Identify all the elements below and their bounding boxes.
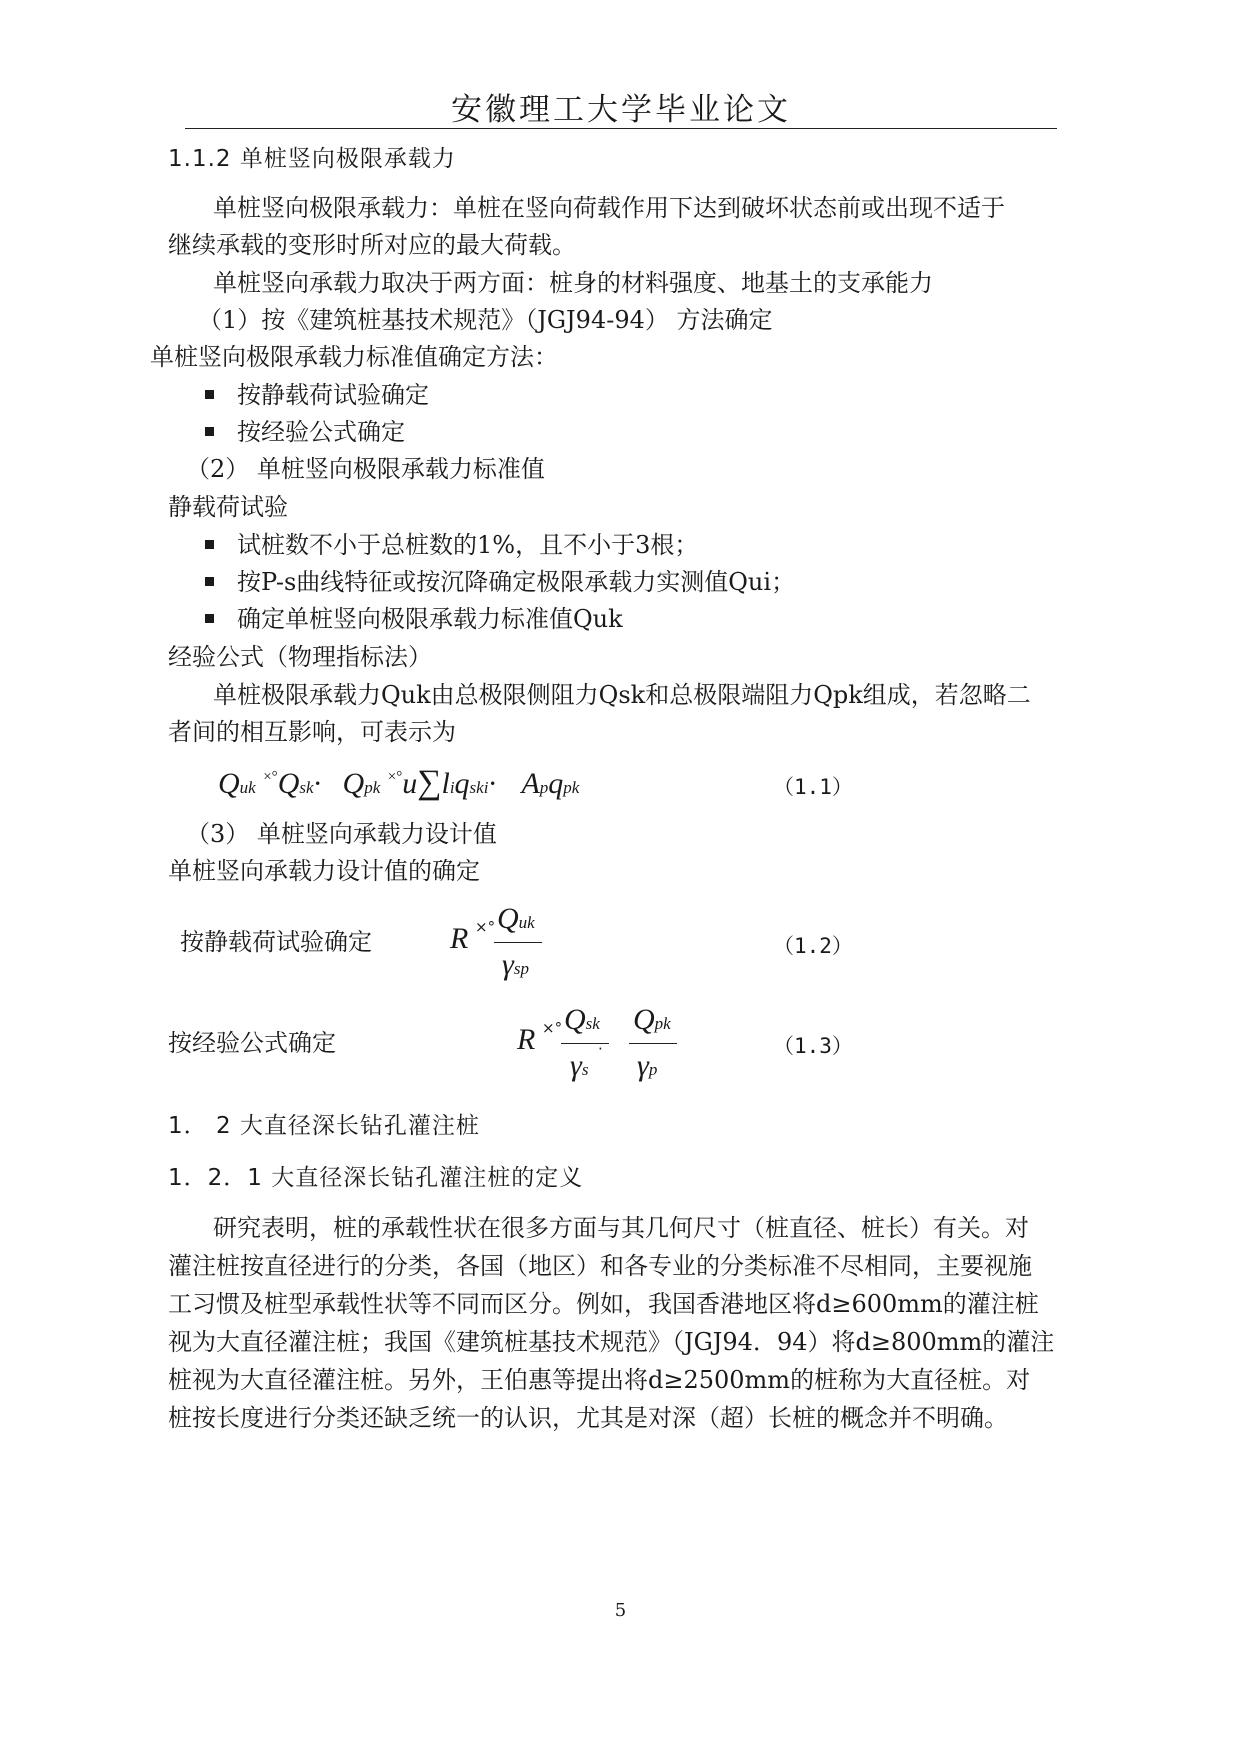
paragraph-research-line-3: 工习惯及桩型承载性状等不同而区分。例如，我国香港地区将d≥600mm的灌注桩	[168, 1290, 1039, 1318]
section-heading-1-1-2: 1.1.2 单桩竖向极限承载力	[168, 146, 456, 172]
bullet-square-icon	[205, 614, 214, 623]
paragraph-definition-line-1: 单桩竖向极限承载力：单桩在竖向荷载作用下达到破坏状态前或出现不适于	[213, 194, 1005, 222]
by-static-load-test-label: 按静载荷试验确定	[180, 928, 372, 956]
empirical-formula-label: 经验公式（物理指标法）	[168, 643, 432, 671]
bullet-empirical-formula: 按经验公式确定	[237, 418, 405, 446]
by-empirical-formula-label: 按经验公式确定	[168, 1029, 336, 1057]
paragraph-research-line-2: 灌注桩按直径进行的分类，各国（地区）和各专业的分类标准不尽相同，主要视施	[168, 1252, 1032, 1280]
static-load-test-label: 静载荷试验	[168, 493, 288, 521]
equation-symbol: ×°	[542, 1019, 563, 1037]
equation-1-2-lhs: R	[450, 922, 469, 955]
equation-symbol: ×°	[475, 918, 496, 936]
bullet-square-icon	[205, 577, 214, 586]
equation-number-1-3: （1.3）	[773, 1034, 853, 1058]
bullet-square-icon	[205, 390, 214, 399]
equation-symbol: ·	[598, 1040, 603, 1058]
item-1-code-method: （1）按《建筑桩基技术规范》（JGJ94-94） 方法确定	[198, 306, 773, 334]
bullet-square-icon	[205, 540, 214, 549]
paragraph-quk-line-2: 者间的相互影响，可表示为	[168, 718, 456, 746]
fraction-bar	[494, 942, 542, 943]
equation-number-1-1: （1.1）	[773, 775, 853, 799]
equation-1-2-denominator: γsp	[502, 948, 529, 981]
equation-1-3-lhs: R	[517, 1023, 536, 1056]
item-2-standard-value: （2） 单桩竖向极限承载力标准值	[186, 455, 545, 483]
paragraph-quk-line-1: 单桩极限承载力Quk由总极限侧阻力Qsk和总极限端阻力Qpk组成，若忽略二	[213, 681, 1031, 709]
standard-value-method-label: 单桩竖向极限承载力标准值确定方法：	[150, 343, 558, 371]
equation-1-2-numerator: Quk	[497, 902, 535, 935]
paragraph-capacity-factors: 单桩竖向承载力取决于两方面：桩身的材料强度、地基土的支承能力	[213, 269, 933, 297]
header-divider	[185, 128, 1057, 129]
section-heading-1-2: 1． 2 大直径深长钻孔灌注桩	[168, 1113, 480, 1139]
equation-1-3-numerator-1: Qsk	[564, 1003, 600, 1036]
equation-1-1: Quk ×°Qsk· Qpk ×°u∑liqski· Apqpk	[218, 764, 580, 801]
section-heading-1-2-1: 1．2．1 大直径深长钻孔灌注桩的定义	[168, 1165, 584, 1191]
bullet-square-icon	[205, 427, 214, 436]
paragraph-research-line-5: 桩视为大直径灌注桩。另外，王伯惠等提出将d≥2500mm的桩称为大直径桩。对	[168, 1366, 1031, 1394]
bullet-static-load-test: 按静载荷试验确定	[237, 381, 429, 409]
equation-1-3-denominator-2: γp	[637, 1049, 658, 1082]
paragraph-research-line-4: 视为大直径灌注桩；我国《建筑桩基技术规范》（JGJ94．94）将d≥800mm的灌注	[168, 1328, 1055, 1356]
page-header-title: 安徽理工大学毕业论文	[451, 92, 791, 128]
equation-1-3-denominator-1: γs	[570, 1049, 589, 1082]
bullet-ps-curve: 按P-s曲线特征或按沉降确定极限承载力实测值Qui；	[237, 568, 796, 596]
paragraph-definition-line-2: 继续承载的变形时所对应的最大荷载。	[168, 231, 576, 259]
equation-number-1-2: （1.2）	[773, 934, 853, 958]
bullet-determine-quk: 确定单桩竖向极限承载力标准值Quk	[237, 605, 623, 633]
paragraph-research-line-6: 桩按长度进行分类还缺乏统一的认识，尤其是对深（超）长桩的概念并不明确。	[168, 1404, 1008, 1432]
item-3-design-value: （3） 单桩竖向承载力设计值	[186, 820, 497, 848]
bullet-test-pile-count: 试桩数不小于总桩数的1%，且不小于3根；	[237, 531, 699, 559]
page-number: 5	[614, 1600, 627, 1621]
fraction-bar	[629, 1043, 677, 1044]
equation-1-3-numerator-2: Qpk	[633, 1003, 671, 1036]
design-value-label: 单桩竖向承载力设计值的确定	[168, 857, 480, 885]
paragraph-research-line-1: 研究表明，桩的承载性状在很多方面与其几何尺寸（桩直径、桩长）有关。对	[213, 1214, 1029, 1242]
